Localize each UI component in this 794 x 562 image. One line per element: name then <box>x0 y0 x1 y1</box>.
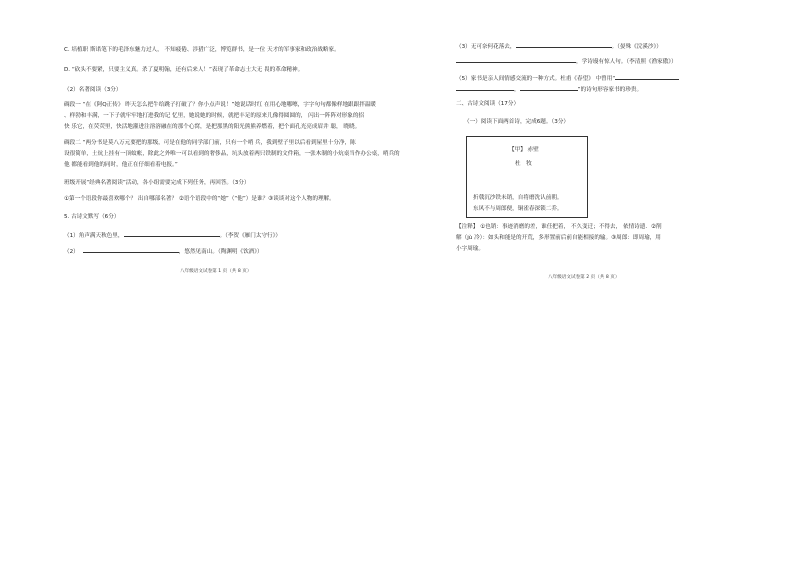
note-line-1: 【注释】 ①也销：事迹消磨的差，谁任把着， 不久变迁；不得去， 依情诗遗．②削 <box>456 224 662 230</box>
fill-in-1-prompt: （1）角声满天秋色里， <box>64 233 124 239</box>
fill-in-5-prompt: （5）家书是亲人间情感交流的一种方式。杜甫《春望》 中曾用“ <box>456 76 616 82</box>
subsection-1-heading: （一）阅读下面两首诗，完成6题。（3分） <box>464 119 570 125</box>
fill-in-5-blank-1[interactable] <box>615 74 679 80</box>
note-line-3: 小字周瑜。 <box>456 246 484 252</box>
fill-in-5-comma: ， <box>514 87 520 93</box>
poem-line-1: 折戟沉沙铁未销，自将磨洗认前朝。 <box>473 195 563 201</box>
passage-2-line-2: 设很简单，土炕上挂有一顶蚊帐，除此之外唯一可以看到的奢侈品，坑头放着两只铁制的文件箱，一张木制的小炕桌当作办公桌，哨兵的 <box>64 151 400 157</box>
page-footer-left: 八年级语文试卷第 1 页（共 8 页） <box>180 269 252 274</box>
option-d: D. “砍头不要紧，只要主义真。杀了夏明翰，还有后来人！”表现了革命志士大无 畏的革命精神。 <box>64 67 304 73</box>
fill-in-5-blank-2[interactable] <box>456 85 514 91</box>
task-instruction: 班级开展“经典名著阅读”活动，各小组需要完成下列任务，再回答。（3分） <box>64 180 250 186</box>
question-5-heading: 5. 古诗文默写（6分） <box>64 214 120 220</box>
note-line-2: 解（jù 冷）：如头和能是的开荒，多形置前后前自能相接的输。③周郎：即周瑜，用 <box>456 235 661 241</box>
fill-in-2-blank[interactable] <box>83 247 179 253</box>
fill-in-3-source: 。（晏殊《浣溪沙》） <box>611 44 662 50</box>
fill-in-1 <box>64 231 281 240</box>
poem-line-2: 东风不与周郎便，铜雀春深锁二乔。 <box>473 206 563 212</box>
poem-author: 杜 牧 <box>515 161 532 167</box>
passage-2-line-1: 碉段二 “两分书是莫八万元要把的那级，可是在他的同学部门前，只有一个哨 兵，我到壁子里以后看到屋里十分净，陈 <box>64 140 356 146</box>
fill-in-1-source: 。（李贺《雁门太守行》） <box>219 233 282 239</box>
section-2-heading: 二、古诗文阅读（17分） <box>456 101 520 107</box>
option-c: C. 培植职 斯诺笔下的毛泽东魅力过人， 不知疲倦、涉猎广泛，博览群书，是一位 天才的军事家和政治战略家。 <box>64 47 340 53</box>
fill-in-2 <box>64 247 263 256</box>
right-column <box>400 0 794 562</box>
fill-in-5-line-1 <box>456 74 679 83</box>
fill-in-4-blank[interactable] <box>456 57 576 63</box>
passage-1-line-3: 快 乐它，在荧荧里，快活地灌进注溶溶融在的那个心窝，是把那黑的阳光熊熊养燃着，把个面孔光亮成眉井 聪， 晓晓。 <box>64 124 361 130</box>
fill-in-2-source: ，悠然见南山。（陶渊明《饮酒》） <box>178 249 263 255</box>
fill-in-4 <box>456 57 677 66</box>
task-subquestions: ①第一个语段你最喜欢哪个？ 出自哪部名著？ ②语个语段中的“她”（“他”）是谁？③谈谈对这个人物的理解。 <box>64 196 335 202</box>
question-2-heading: （2）名著阅读（3分） <box>64 87 122 93</box>
fill-in-3-prompt: （3）无可奈何花落去， <box>456 44 516 50</box>
poem-title: 【甲】 赤壁 <box>509 147 539 153</box>
passage-1-line-2: 、样勃和丰满，一下子就牢牢地打进我的记 忆里，她说她的时候，就把丰足的原来儿像得圆圆的， 闪出一阵阵对形象的招 <box>64 113 365 119</box>
fill-in-5-blank-3[interactable] <box>520 85 578 91</box>
fill-in-3-blank[interactable] <box>516 42 612 48</box>
passage-2-line-3: 他 都能看到他的同时，他正在仔细看着电报。” <box>64 162 178 168</box>
fill-in-5-line-2 <box>456 85 642 94</box>
fill-in-4-source: ，学诗谩有惊人句。（李清照《渔家傲》） <box>576 59 677 65</box>
fill-in-3 <box>456 42 662 51</box>
fill-in-2-prompt: （2） <box>64 249 79 255</box>
poem-box <box>466 136 588 218</box>
passage-1-line-1: 碉段一 “在《阿Q正传》 昨天怎么把牛给跳子打破了？你小点声说！”她说话时红 在用心地哪嚓，字字句句都像样地跟跟拌温暖 <box>64 102 377 108</box>
fill-in-1-blank[interactable] <box>124 231 220 237</box>
page-footer-right: 八年级语文试卷第 2 页（共 8 页） <box>548 275 620 280</box>
poem-notes <box>456 224 756 264</box>
fill-in-5-suffix: ”的诗句形容家书的珍贵。 <box>577 87 643 93</box>
